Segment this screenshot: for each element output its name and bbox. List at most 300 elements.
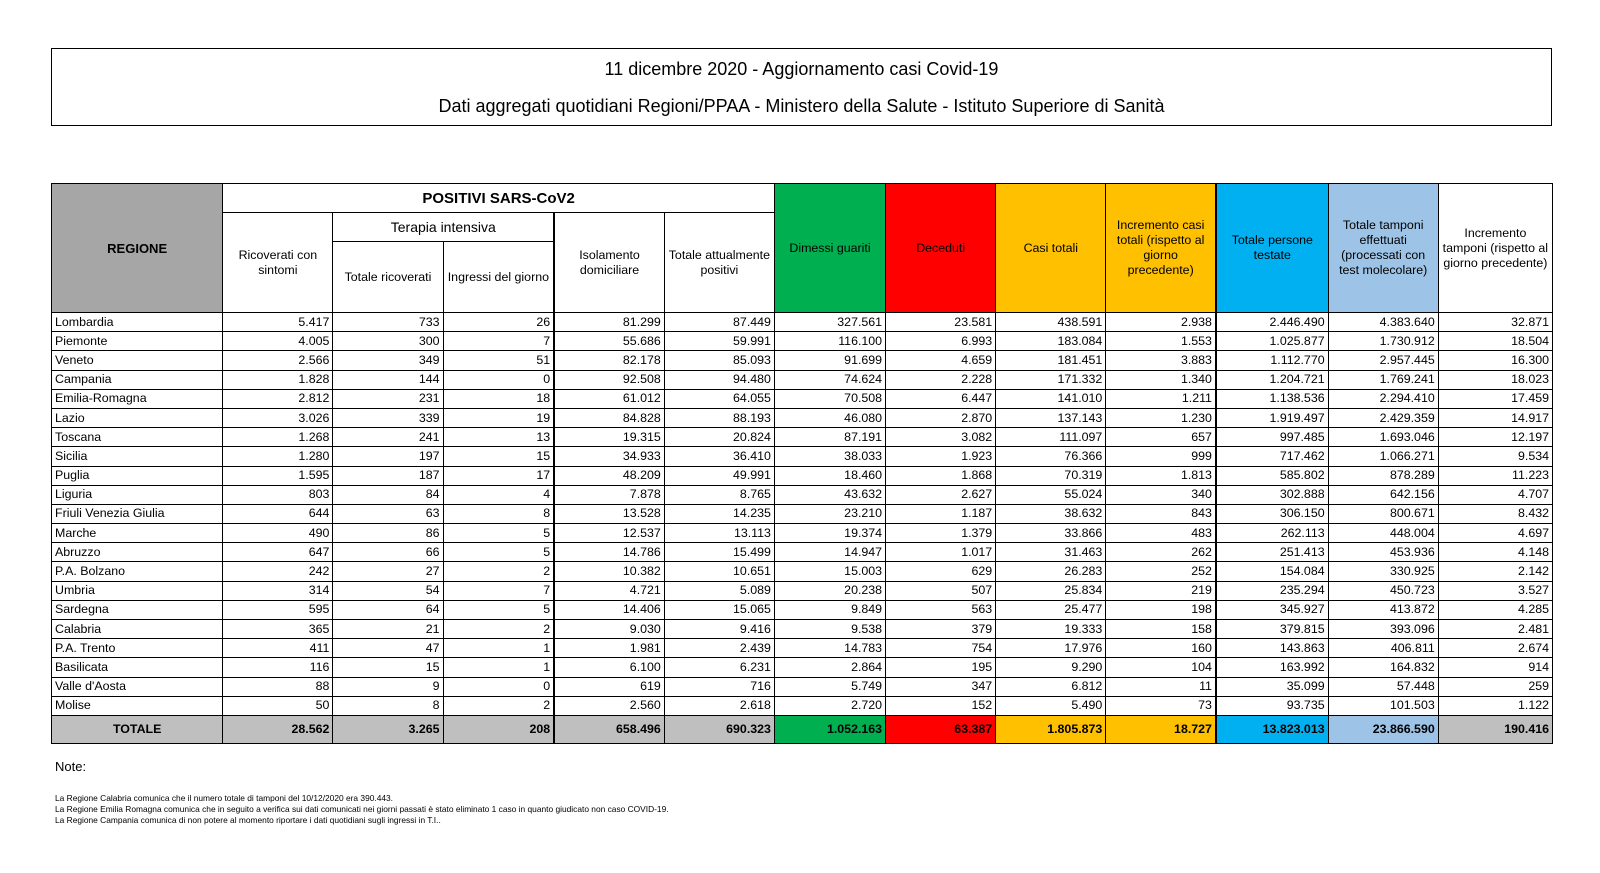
value-cell: 57.448 [1328, 677, 1438, 696]
value-cell: 800.671 [1328, 504, 1438, 523]
table-row [52, 351, 1553, 370]
value-cell: 92.508 [554, 370, 664, 389]
value-cell: 50 [223, 696, 333, 715]
value-cell: 187 [333, 466, 443, 485]
region-name-cell: Calabria [52, 620, 223, 639]
value-cell: 4.659 [886, 351, 996, 370]
table-row [52, 524, 1553, 543]
table-row [52, 581, 1553, 600]
value-cell: 1.769.241 [1328, 370, 1438, 389]
value-cell: 144 [333, 370, 443, 389]
value-cell: 111.097 [996, 428, 1106, 447]
value-cell: 1.553 [1106, 332, 1216, 351]
value-cell: 88 [223, 677, 333, 696]
value-cell: 47 [333, 639, 443, 658]
notes-label: Note: [55, 759, 87, 774]
value-cell: 2.429.359 [1328, 408, 1438, 427]
table-row [52, 332, 1553, 351]
value-cell: 1.268 [223, 428, 333, 447]
header-isolamento-domiciliare: Isolamento domiciliare [554, 213, 664, 313]
value-cell: 629 [886, 562, 996, 581]
value-cell: 657 [1106, 428, 1216, 447]
value-cell: 483 [1106, 524, 1216, 543]
value-cell: 13.528 [554, 504, 664, 523]
region-name-cell: Liguria [52, 485, 223, 504]
value-cell: 5.089 [664, 581, 774, 600]
value-cell: 1.595 [223, 466, 333, 485]
value-cell: 235.294 [1216, 581, 1328, 600]
value-cell: 6.100 [554, 658, 664, 677]
value-cell: 3.082 [886, 428, 996, 447]
region-name-cell: Veneto [52, 351, 223, 370]
region-name-cell: Campania [52, 370, 223, 389]
report-title-box [51, 48, 1552, 126]
value-cell: 73 [1106, 696, 1216, 715]
value-cell: 453.936 [1328, 543, 1438, 562]
region-name-cell: Basilicata [52, 658, 223, 677]
value-cell: 999 [1106, 447, 1216, 466]
value-cell: 5 [443, 524, 554, 543]
value-cell: 8 [443, 504, 554, 523]
value-cell: 5.417 [223, 313, 333, 332]
value-cell: 563 [886, 600, 996, 619]
value-cell: 64 [333, 600, 443, 619]
value-cell: 642.156 [1328, 485, 1438, 504]
table-row [52, 370, 1553, 389]
value-cell: 2 [443, 620, 554, 639]
value-cell: 10.651 [664, 562, 774, 581]
value-cell: 3.883 [1106, 351, 1216, 370]
value-cell: 259 [1438, 677, 1552, 696]
value-cell: 1 [443, 658, 554, 677]
note-line: La Regione Emilia Romagna comunica che in seguito a verifica sui dati comunicati nei giorni passati è stato eliminato 1 caso in quanto giudicato non caso COVID-19. [55, 804, 669, 814]
value-cell: 43.632 [774, 485, 885, 504]
value-cell: 15.065 [664, 600, 774, 619]
value-cell: 365 [223, 620, 333, 639]
region-name-cell: Umbria [52, 581, 223, 600]
value-cell: 327.561 [774, 313, 885, 332]
value-cell: 152 [886, 696, 996, 715]
value-cell: 93.735 [1216, 696, 1328, 715]
value-cell: 1.919.497 [1216, 408, 1328, 427]
total-row [52, 715, 1553, 743]
value-cell: 15 [333, 658, 443, 677]
header-ti-totale-ricoverati: Totale ricoverati [333, 242, 443, 313]
region-name-cell: Toscana [52, 428, 223, 447]
value-cell: 1.138.536 [1216, 389, 1328, 408]
table-row [52, 677, 1553, 696]
value-cell: 18.504 [1438, 332, 1552, 351]
value-cell: 25.834 [996, 581, 1106, 600]
value-cell: 46.080 [774, 408, 885, 427]
value-cell: 158 [1106, 620, 1216, 639]
value-cell: 164.832 [1328, 658, 1438, 677]
total-dimessi: 1.052.163 [774, 715, 885, 743]
value-cell: 262.113 [1216, 524, 1328, 543]
value-cell: 18.460 [774, 466, 885, 485]
value-cell: 35.099 [1216, 677, 1328, 696]
value-cell: 59.991 [664, 332, 774, 351]
value-cell: 6.812 [996, 677, 1106, 696]
value-cell: 2.720 [774, 696, 885, 715]
header-persone-testate: Totale persone testate [1216, 184, 1328, 313]
value-cell: 8.765 [664, 485, 774, 504]
value-cell: 21 [333, 620, 443, 639]
covid-data-table [51, 183, 1553, 744]
value-cell: 1.868 [886, 466, 996, 485]
value-cell: 1.025.877 [1216, 332, 1328, 351]
value-cell: 48.209 [554, 466, 664, 485]
total-persone-testate: 13.823.013 [1216, 715, 1328, 743]
value-cell: 2.864 [774, 658, 885, 677]
value-cell: 4 [443, 485, 554, 504]
value-cell: 339 [333, 408, 443, 427]
value-cell: 2.228 [886, 370, 996, 389]
region-name-cell: Piemonte [52, 332, 223, 351]
value-cell: 17 [443, 466, 554, 485]
value-cell: 2 [443, 696, 554, 715]
value-cell: 2.439 [664, 639, 774, 658]
value-cell: 19.374 [774, 524, 885, 543]
value-cell: 70.319 [996, 466, 1106, 485]
value-cell: 9 [333, 677, 443, 696]
value-cell: 5.749 [774, 677, 885, 696]
value-cell: 198 [1106, 600, 1216, 619]
table-row [52, 313, 1553, 332]
value-cell: 74.624 [774, 370, 885, 389]
value-cell: 14.947 [774, 543, 885, 562]
value-cell: 101.503 [1328, 696, 1438, 715]
value-cell: 55.024 [996, 485, 1106, 504]
total-incremento-tamponi: 190.416 [1438, 715, 1552, 743]
value-cell: 1.211 [1106, 389, 1216, 408]
value-cell: 141.010 [996, 389, 1106, 408]
value-cell: 8 [333, 696, 443, 715]
value-cell: 13.113 [664, 524, 774, 543]
value-cell: 181.451 [996, 351, 1106, 370]
value-cell: 5 [443, 543, 554, 562]
total-tamponi: 23.866.590 [1328, 715, 1438, 743]
table-row [52, 696, 1553, 715]
value-cell: 1.017 [886, 543, 996, 562]
value-cell: 4.148 [1438, 543, 1552, 562]
value-cell: 803 [223, 485, 333, 504]
total-incremento-casi: 18.727 [1106, 715, 1216, 743]
value-cell: 9.416 [664, 620, 774, 639]
region-name-cell: Abruzzo [52, 543, 223, 562]
value-cell: 14.235 [664, 504, 774, 523]
value-cell: 25.477 [996, 600, 1106, 619]
header-totale-positivi: Totale attualmente positivi [664, 213, 774, 313]
value-cell: 219 [1106, 581, 1216, 600]
value-cell: 9.030 [554, 620, 664, 639]
value-cell: 716 [664, 677, 774, 696]
value-cell: 12.537 [554, 524, 664, 543]
value-cell: 13 [443, 428, 554, 447]
value-cell: 171.332 [996, 370, 1106, 389]
value-cell: 733 [333, 313, 443, 332]
value-cell: 314 [223, 581, 333, 600]
region-name-cell: Valle d'Aosta [52, 677, 223, 696]
value-cell: 2.618 [664, 696, 774, 715]
region-name-cell: Molise [52, 696, 223, 715]
value-cell: 9.538 [774, 620, 885, 639]
table-row [52, 466, 1553, 485]
value-cell: 1.280 [223, 447, 333, 466]
value-cell: 262 [1106, 543, 1216, 562]
value-cell: 2 [443, 562, 554, 581]
value-cell: 1.923 [886, 447, 996, 466]
value-cell: 1.340 [1106, 370, 1216, 389]
value-cell: 4.285 [1438, 600, 1552, 619]
value-cell: 717.462 [1216, 447, 1328, 466]
value-cell: 49.991 [664, 466, 774, 485]
value-cell: 349 [333, 351, 443, 370]
value-cell: 7 [443, 581, 554, 600]
value-cell: 413.872 [1328, 600, 1438, 619]
region-name-cell: Marche [52, 524, 223, 543]
value-cell: 0 [443, 370, 554, 389]
value-cell: 2.142 [1438, 562, 1552, 581]
value-cell: 81.299 [554, 313, 664, 332]
value-cell: 86 [333, 524, 443, 543]
region-name-cell: Lombardia [52, 313, 223, 332]
total-ingressi: 208 [443, 715, 554, 743]
table-row [52, 447, 1553, 466]
value-cell: 20.238 [774, 581, 885, 600]
value-cell: 345.927 [1216, 600, 1328, 619]
value-cell: 5.490 [996, 696, 1106, 715]
header-incremento-tamponi: Incremento tamponi (rispetto al giorno precedente) [1438, 184, 1552, 313]
value-cell: 36.410 [664, 447, 774, 466]
value-cell: 4.721 [554, 581, 664, 600]
value-cell: 143.863 [1216, 639, 1328, 658]
value-cell: 754 [886, 639, 996, 658]
total-ricoverati: 28.562 [223, 715, 333, 743]
value-cell: 55.686 [554, 332, 664, 351]
value-cell: 94.480 [664, 370, 774, 389]
value-cell: 116.100 [774, 332, 885, 351]
value-cell: 5 [443, 600, 554, 619]
value-cell: 1.730.912 [1328, 332, 1438, 351]
value-cell: 4.005 [223, 332, 333, 351]
value-cell: 1.693.046 [1328, 428, 1438, 447]
value-cell: 585.802 [1216, 466, 1328, 485]
value-cell: 84 [333, 485, 443, 504]
report-title: 11 dicembre 2020 - Aggiornamento casi Covid-19 [604, 59, 999, 79]
value-cell: 137.143 [996, 408, 1106, 427]
value-cell: 2.957.445 [1328, 351, 1438, 370]
value-cell: 12.197 [1438, 428, 1552, 447]
value-cell: 31.463 [996, 543, 1106, 562]
value-cell: 406.811 [1328, 639, 1438, 658]
value-cell: 18.023 [1438, 370, 1552, 389]
value-cell: 4.707 [1438, 485, 1552, 504]
value-cell: 15.499 [664, 543, 774, 562]
value-cell: 26.283 [996, 562, 1106, 581]
value-cell: 154.084 [1216, 562, 1328, 581]
value-cell: 6.231 [664, 658, 774, 677]
region-name-cell: P.A. Trento [52, 639, 223, 658]
value-cell: 490 [223, 524, 333, 543]
region-name-cell: Emilia-Romagna [52, 389, 223, 408]
value-cell: 23.210 [774, 504, 885, 523]
value-cell: 1.813 [1106, 466, 1216, 485]
value-cell: 26 [443, 313, 554, 332]
value-cell: 14.786 [554, 543, 664, 562]
value-cell: 2.870 [886, 408, 996, 427]
value-cell: 66 [333, 543, 443, 562]
value-cell: 54 [333, 581, 443, 600]
value-cell: 242 [223, 562, 333, 581]
total-casi: 1.805.873 [996, 715, 1106, 743]
value-cell: 2.560 [554, 696, 664, 715]
value-cell: 7.878 [554, 485, 664, 504]
value-cell: 379 [886, 620, 996, 639]
value-cell: 11 [1106, 677, 1216, 696]
value-cell: 241 [333, 428, 443, 447]
value-cell: 2.481 [1438, 620, 1552, 639]
table-body [52, 313, 1553, 716]
value-cell: 1.828 [223, 370, 333, 389]
value-cell: 38.033 [774, 447, 885, 466]
value-cell: 306.150 [1216, 504, 1328, 523]
value-cell: 160 [1106, 639, 1216, 658]
total-positivi: 690.323 [664, 715, 774, 743]
value-cell: 116 [223, 658, 333, 677]
value-cell: 32.871 [1438, 313, 1552, 332]
value-cell: 8.432 [1438, 504, 1552, 523]
value-cell: 1 [443, 639, 554, 658]
header-ti-ingressi: Ingressi del giorno [443, 242, 554, 313]
value-cell: 17.976 [996, 639, 1106, 658]
value-cell: 0 [443, 677, 554, 696]
table-row [52, 543, 1553, 562]
table-row [52, 562, 1553, 581]
value-cell: 16.300 [1438, 351, 1552, 370]
value-cell: 231 [333, 389, 443, 408]
value-cell: 84.828 [554, 408, 664, 427]
value-cell: 878.289 [1328, 466, 1438, 485]
value-cell: 1.187 [886, 504, 996, 523]
value-cell: 195 [886, 658, 996, 677]
value-cell: 251.413 [1216, 543, 1328, 562]
value-cell: 2.938 [1106, 313, 1216, 332]
total-ti: 3.265 [333, 715, 443, 743]
value-cell: 82.178 [554, 351, 664, 370]
value-cell: 1.066.271 [1328, 447, 1438, 466]
value-cell: 4.383.640 [1328, 313, 1438, 332]
value-cell: 19.315 [554, 428, 664, 447]
value-cell: 20.824 [664, 428, 774, 447]
value-cell: 15.003 [774, 562, 885, 581]
table-row [52, 504, 1553, 523]
region-name-cell: Friuli Venezia Giulia [52, 504, 223, 523]
value-cell: 91.699 [774, 351, 885, 370]
value-cell: 302.888 [1216, 485, 1328, 504]
table-row [52, 389, 1553, 408]
header-terapia-intensiva-group: Terapia intensiva [333, 213, 554, 242]
value-cell: 70.508 [774, 389, 885, 408]
value-cell: 340 [1106, 485, 1216, 504]
value-cell: 644 [223, 504, 333, 523]
value-cell: 3.026 [223, 408, 333, 427]
header-ricoverati-sintomi: Ricoverati con sintomi [223, 213, 333, 313]
value-cell: 61.012 [554, 389, 664, 408]
value-cell: 1.122 [1438, 696, 1552, 715]
table-row [52, 658, 1553, 677]
value-cell: 1.981 [554, 639, 664, 658]
value-cell: 18 [443, 389, 554, 408]
value-cell: 300 [333, 332, 443, 351]
value-cell: 6.447 [886, 389, 996, 408]
value-cell: 19.333 [996, 620, 1106, 639]
value-cell: 23.581 [886, 313, 996, 332]
value-cell: 197 [333, 447, 443, 466]
value-cell: 843 [1106, 504, 1216, 523]
value-cell: 448.004 [1328, 524, 1438, 543]
value-cell: 34.933 [554, 447, 664, 466]
table-row [52, 639, 1553, 658]
region-name-cell: Lazio [52, 408, 223, 427]
value-cell: 87.191 [774, 428, 885, 447]
value-cell: 14.783 [774, 639, 885, 658]
total-deceduti: 63.387 [886, 715, 996, 743]
value-cell: 914 [1438, 658, 1552, 677]
value-cell: 3.527 [1438, 581, 1552, 600]
value-cell: 19 [443, 408, 554, 427]
value-cell: 104 [1106, 658, 1216, 677]
value-cell: 1.112.770 [1216, 351, 1328, 370]
value-cell: 9.534 [1438, 447, 1552, 466]
value-cell: 63 [333, 504, 443, 523]
region-name-cell: Sardegna [52, 600, 223, 619]
value-cell: 163.992 [1216, 658, 1328, 677]
value-cell: 33.866 [996, 524, 1106, 543]
value-cell: 15 [443, 447, 554, 466]
value-cell: 2.674 [1438, 639, 1552, 658]
value-cell: 76.366 [996, 447, 1106, 466]
value-cell: 4.697 [1438, 524, 1552, 543]
value-cell: 507 [886, 581, 996, 600]
value-cell: 595 [223, 600, 333, 619]
header-casi-totali: Casi totali [996, 184, 1106, 313]
region-name-cell: P.A. Bolzano [52, 562, 223, 581]
value-cell: 85.093 [664, 351, 774, 370]
value-cell: 7 [443, 332, 554, 351]
value-cell: 411 [223, 639, 333, 658]
value-cell: 10.382 [554, 562, 664, 581]
value-cell: 2.566 [223, 351, 333, 370]
value-cell: 51 [443, 351, 554, 370]
value-cell: 9.849 [774, 600, 885, 619]
total-isolamento: 658.496 [554, 715, 664, 743]
value-cell: 252 [1106, 562, 1216, 581]
value-cell: 6.993 [886, 332, 996, 351]
header-incremento-casi: Incremento casi totali (rispetto al giorno precedente) [1106, 184, 1216, 313]
value-cell: 450.723 [1328, 581, 1438, 600]
value-cell: 27 [333, 562, 443, 581]
value-cell: 11.223 [1438, 466, 1552, 485]
value-cell: 17.459 [1438, 389, 1552, 408]
value-cell: 64.055 [664, 389, 774, 408]
value-cell: 1.204.721 [1216, 370, 1328, 389]
header-positivi-group: POSITIVI SARS-CoV2 [223, 184, 775, 213]
value-cell: 1.230 [1106, 408, 1216, 427]
value-cell: 88.193 [664, 408, 774, 427]
value-cell: 183.084 [996, 332, 1106, 351]
table-row [52, 408, 1553, 427]
